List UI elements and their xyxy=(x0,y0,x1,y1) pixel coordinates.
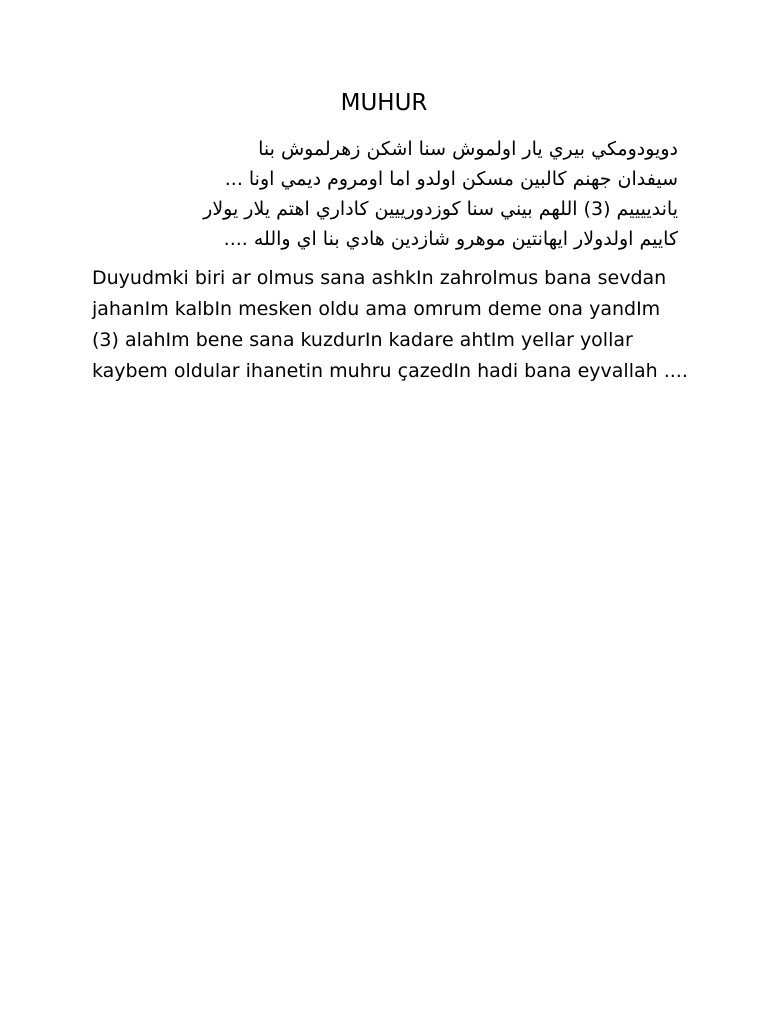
latin-line: kaybem oldular ihanetin muhru çazedIn hadi bana eyvallah .... xyxy=(92,360,688,382)
arabic-line: سيفدان جهنم كالبين مسكن اولدو اما اومروم ديمي اونا ... xyxy=(224,168,678,190)
latin-line: jahanIm kalbIn mesken oldu ama omrum deme ona yandIm xyxy=(92,298,661,320)
latin-line: (3) alahIm bene sana kuzdurIn kadare ahtIm yellar yollar xyxy=(92,329,633,351)
arabic-line: كاييم اولدولار ايهانتين موهرو شازدين هادي بنا اي والله .... xyxy=(223,228,678,250)
latin-line: Duyudmki biri ar olmus sana ashkIn zahrolmus bana sevdan xyxy=(92,267,667,289)
transliterated-lyrics xyxy=(92,263,692,387)
arabic-line: ياندييييم (3) اللهم بيني سنا كوزدورييين كاداري اهتم يلار يولار xyxy=(203,198,678,220)
arabic-lyrics xyxy=(92,134,678,254)
document-title: MUHUR xyxy=(340,90,428,116)
arabic-line: دويودومكي بيري يار اولموش سنا اشكن زهرلموش بنا xyxy=(258,138,678,160)
